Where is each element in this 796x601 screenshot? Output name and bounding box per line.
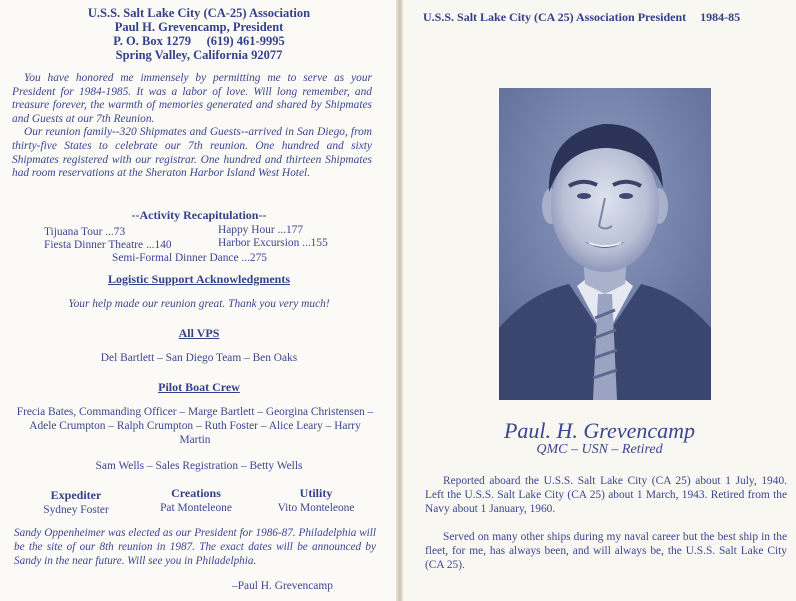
role-expediter xyxy=(16,488,136,516)
role-title: Creations xyxy=(171,486,221,500)
association-name: U.S.S. Salt Lake City (CA-25) Association xyxy=(87,6,311,20)
all-vps-line: Del Bartlett – San Diego Team – Ben Oaks xyxy=(100,352,298,364)
activity-fiesta: Fiesta Dinner Theatre ...140 xyxy=(44,239,172,251)
role-name: Sydney Foster xyxy=(43,504,109,516)
bio-paragraph-1: Reported aboard the U.S.S. Salt Lake City (CA 25) about 1 July, 1940. Left the U.S.S. Salt Lake City (CA 25) about 1 March, 1943. Retired from the Navy about 1 January, 1960. xyxy=(425,475,787,515)
activity-semi-formal: Semi-Formal Dinner Dance ...275 xyxy=(112,252,268,264)
right-page xyxy=(403,0,796,601)
thanks-line: Your help made our reunion great. Thank you very much! xyxy=(68,298,330,310)
portrait-photo xyxy=(499,88,711,400)
term-years: 1984-85 xyxy=(700,10,741,24)
pilot-boat-title: Pilot Boat Crew xyxy=(158,380,240,394)
activity-happy-hour: Happy Hour ...177 xyxy=(218,224,304,236)
activity-harbor: Harbor Excursion ...155 xyxy=(218,237,328,249)
role-utility xyxy=(256,486,376,514)
role-name: Vito Monteleone xyxy=(277,502,355,514)
role-creations xyxy=(136,486,256,514)
intro-paragraph-1: You have honored me immensely by permitting me to serve as your President for 1984-1985. It was a labor of love. Will long remember, and treasure forever, the warmth of memories generated and shared by Shipmates and Guests at our 7th Reunion. xyxy=(12,72,372,125)
logistic-title: Logistic Support Acknowledgments xyxy=(107,272,291,286)
portrait-caption-rank: QMC – USN – Retired xyxy=(536,442,663,457)
role-title: Utility xyxy=(299,486,333,500)
pilot-boat-crew: Frecia Bates, Commanding Officer – Marge Bartlett – Georgina Christensen – Adele Crumpton – Ralph Crumpton – Ruth Foster – Alice Leary – Harry Martin xyxy=(16,406,374,446)
role-title: Expediter xyxy=(50,488,102,502)
intro-text xyxy=(12,72,372,181)
right-page-header xyxy=(423,10,740,25)
contact-line: P. O. Box 1279 (619) 461-9995 xyxy=(113,34,285,48)
portrait-image xyxy=(499,88,711,400)
sales-line: Sam Wells – Sales Registration – Betty Wells xyxy=(95,460,303,472)
president-name: Paul H. Grevencamp, President xyxy=(114,20,284,34)
bio-paragraph-2: Served on many other ships during my naval career but the best ship in the fleet, for me, has always been, and will always be, the U.S.S. Salt Lake City (CA 25). xyxy=(425,531,787,571)
activity-tijuana: Tijuana Tour ...73 xyxy=(44,226,126,238)
intro-paragraph-2: Our reunion family--320 Shipmates and Guests--arrived in San Diego, from thirty-five States to celebrate our 7th reunion. One hundred and sixty Shipmates registered with our registrar. One hundred and thirteen Shipmates had room reservations at the Sheraton Harbor Island West Hotel. xyxy=(12,126,372,180)
signature: –Paul H. Grevencamp xyxy=(232,580,333,592)
activity-title: --Activity Recapitulation-- xyxy=(131,208,267,222)
president-header: U.S.S. Salt Lake City (CA 25) Association President xyxy=(423,10,687,24)
closing-paragraph: Sandy Oppenheimer was elected as our President for 1986-87. Philadelphia will be the site of our 8th reunion in 1987. The exact dates will be announced by Sandy in the near future. Will see you in Philadelphia. xyxy=(14,527,376,567)
bio-text xyxy=(425,474,787,572)
portrait-caption-name: Paul. H. Grevencamp xyxy=(503,418,696,443)
all-vps-title: All VPS xyxy=(178,326,220,340)
city-line: Spring Valley, California 92077 xyxy=(115,48,283,62)
role-name: Pat Monteleone xyxy=(160,502,232,514)
